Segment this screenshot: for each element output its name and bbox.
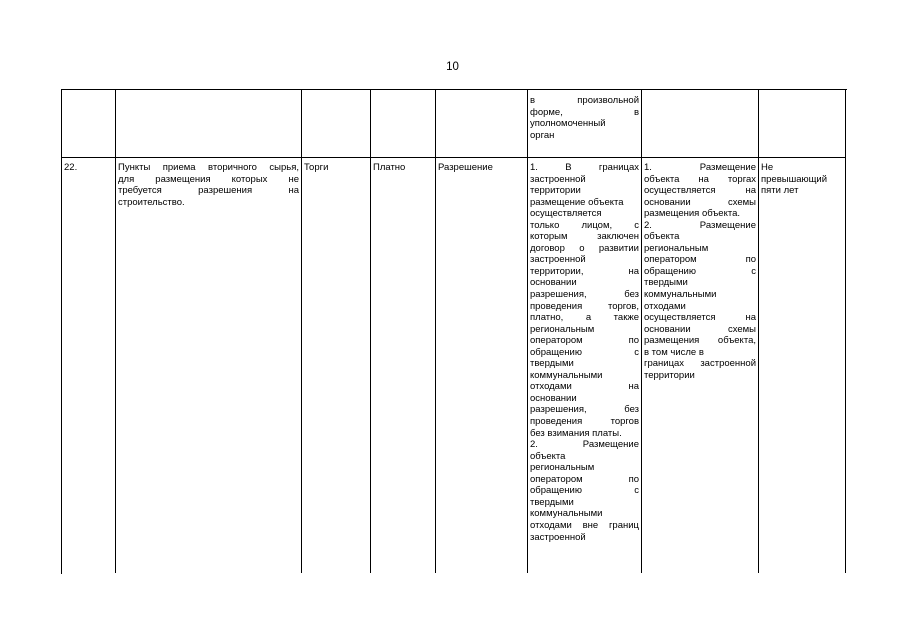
row-divider — [61, 157, 846, 158]
column-divider — [115, 89, 116, 573]
text-line: платно, а также — [530, 312, 639, 324]
text-line: разрешения, без — [530, 404, 639, 416]
text-line: территории — [644, 369, 695, 381]
text-line: проведения торгов — [530, 416, 639, 428]
row-number: 22. — [64, 162, 78, 173]
column-divider — [758, 89, 759, 573]
text-line: объекта на торгах — [644, 173, 756, 185]
text-line: которым заключен — [530, 231, 639, 243]
text-line: форме, в — [530, 106, 639, 118]
text-line: объекта — [530, 450, 566, 462]
text-line: коммунальными — [644, 289, 717, 301]
text-line: основании — [530, 277, 577, 289]
term-cell — [761, 162, 843, 197]
column-divider — [301, 89, 302, 573]
text-line: оператором по — [644, 254, 756, 266]
text-line: размещения объекта. — [644, 208, 741, 220]
column-divider — [527, 89, 528, 573]
text-line: застроенной — [530, 254, 586, 266]
text-line: 1. Размещение — [644, 162, 756, 173]
text-line: территории — [530, 185, 581, 197]
method-cell: Торги — [304, 162, 329, 173]
procedure-cell — [530, 162, 639, 543]
text-line: разрешения, без — [530, 289, 639, 301]
text-line: для размещения которых не — [118, 173, 299, 185]
text-line: обращению с — [644, 265, 756, 277]
text-line: региональным — [644, 242, 709, 254]
text-line: строительство. — [118, 196, 185, 208]
text-line: застроенной — [530, 173, 586, 185]
text-line: 2. Размещение — [530, 439, 639, 451]
text-line: твердыми — [530, 496, 574, 508]
text-line: проведения торгов, — [530, 300, 639, 312]
text-line: 2. Размещение — [644, 219, 756, 231]
text-line: без взимания платы. — [530, 427, 622, 439]
text-line: твердыми — [644, 277, 688, 289]
text-line: объекта — [644, 231, 680, 243]
column-divider — [435, 89, 436, 573]
text-line: обращению с — [530, 346, 639, 358]
text-line: территории, на — [530, 265, 639, 277]
text-line: отходами — [644, 300, 686, 312]
text-line: отходами вне границ — [530, 519, 639, 531]
text-line: Пункты приема вторичного сырья, — [118, 162, 299, 173]
text-line: коммунальными — [530, 508, 603, 520]
column-divider — [641, 89, 642, 573]
column-divider — [370, 89, 371, 573]
text-line: договор о развитии — [530, 242, 639, 254]
text-line: оператором по — [530, 335, 639, 347]
text-line: уполномоченный — [530, 118, 606, 130]
text-line: требуется разрешения на — [118, 185, 299, 197]
notes-cell — [644, 162, 756, 381]
text-line: размещения объекта, — [644, 335, 756, 347]
text-line: в произвольной — [530, 95, 639, 106]
text-line: региональным — [530, 323, 595, 335]
payment-cell: Платно — [373, 162, 406, 173]
text-line: основании схемы — [644, 323, 756, 335]
text-line: отходами на — [530, 381, 639, 393]
text-line: осуществляется — [530, 208, 602, 220]
text-line: размещение объекта — [530, 196, 624, 208]
text-line: твердыми — [530, 358, 574, 370]
text-line: пяти лет — [761, 185, 799, 197]
text-line: осуществляется на — [644, 185, 756, 197]
column-divider — [845, 89, 846, 573]
text-line: 1. В границах — [530, 162, 639, 173]
text-line: только лицом, с — [530, 219, 639, 231]
text-line: региональным — [530, 462, 595, 474]
text-line: обращению с — [530, 485, 639, 497]
page-number: 10 — [446, 61, 459, 73]
text-line: орган — [530, 129, 555, 141]
document-cell: Разрешение — [438, 162, 493, 173]
text-line: превышающий — [761, 173, 828, 185]
text-line: основании — [530, 392, 577, 404]
text-line: коммунальными — [530, 369, 603, 381]
text-line: в том числе в — [644, 346, 704, 358]
text-line: оператором по — [530, 473, 639, 485]
text-line: границах застроенной — [644, 358, 756, 370]
text-line: основании схемы — [644, 196, 756, 208]
text-line: осуществляется на — [644, 312, 756, 324]
object-type-cell — [118, 162, 299, 208]
procedure-cell-continued — [530, 95, 639, 141]
text-line: Не — [761, 162, 774, 173]
text-line: застроенной — [530, 531, 586, 543]
